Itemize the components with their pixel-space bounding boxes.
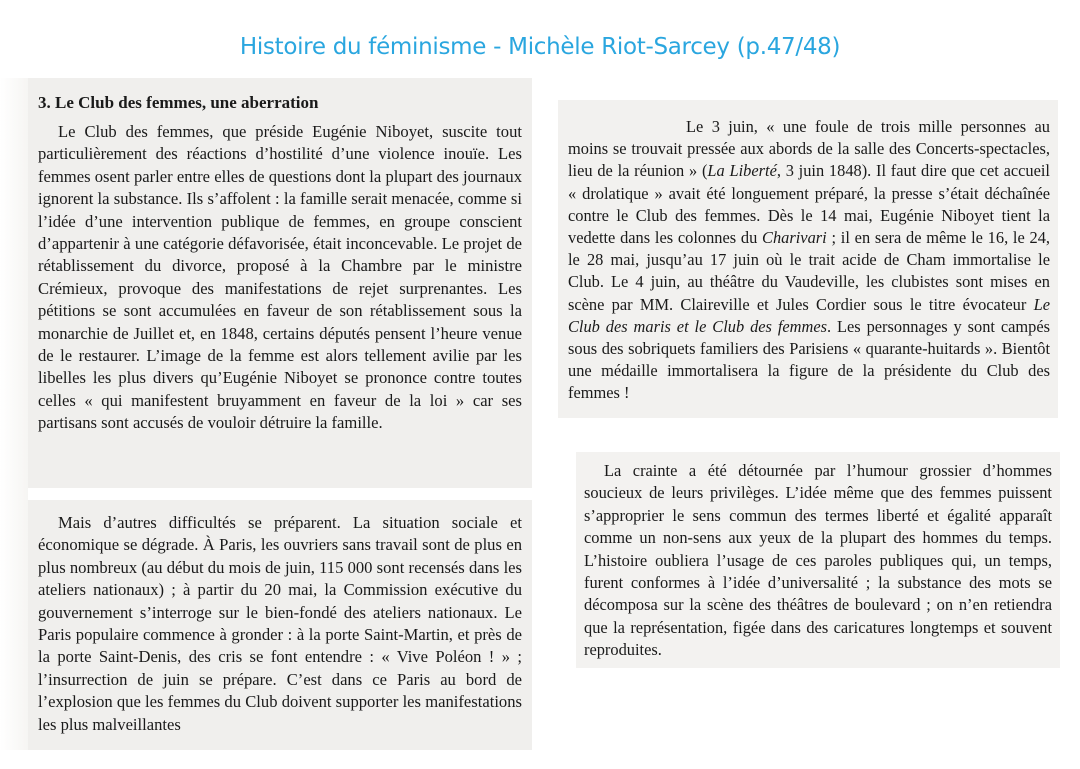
paragraph-3-part3: ; il en sera de même le 16, le 24, le 28 mai, jusqu’au 17 juin où le trait acide de Cham immortalise le Club. Le 4 juin, au théâtre du Vaudeville, les clubistes sont mises en scène par MM. Claireville et Jules Cordier sous le titre évocateur	[568, 228, 1051, 314]
page-title: Histoire du féminisme - Michèle Riot-Sarcey (p.47/48)	[239, 34, 841, 60]
scan-excerpt-left-top	[28, 78, 532, 488]
scan-excerpt-left-bottom	[28, 500, 532, 750]
citation-la-liberte: La Liberté	[707, 161, 777, 181]
scan-edge-shade	[0, 78, 28, 750]
paragraph-crainte: La crainte a été détournée par l’humour grossier d’hommes soucieux de leurs privilèges. L’idée même que des femmes puissent s’approprier le sens commun des termes liberté et égalité apparaît comme un non-sens aux yeux de la plupart des hommes du temps. L’histoire oubliera l’usage de ces paroles publiques qui, un temps, furent conformes à l’idée d’universalité ; la substance des mots se décomposa sur la scène des théâtres de boulevard ; on n’en retiendra que la représentation, figée dans des caricatures longtemps et souvent reproduites.	[584, 461, 1052, 660]
scan-excerpt-right-top	[558, 100, 1058, 418]
paragraph-club-des-femmes: Le Club des femmes, que préside Eugénie Niboyet, suscite tout particulièrement des réactions d’hostilité d’une violence inouïe. Les femmes osent parler entre elles de questions dont la plupart des journaux ignorent la substance. Ils s’affolent : la famille serait menacée, comme si l’idée d’une intervention publique de femmes, en groupe conscient d’appartenir à une catégorie défavorisée, était inconcevable. Le projet de rétablissement du divorce, proposé à la Chambre par le ministre Crémieux, provoque des manifestations de rejet surprenantes. Les pétitions se sont accumulées en faveur de son rétablissement sous la monarchie de Juillet et, en 1848, certains députés pensent l’heure venue de le restaurer. L’image de la femme est alors tellement avilie par les libelles les plus divers qu’Eugénie Niboyet se prononce contre toutes celles « qui manifestent bruyamment en faveur de la loi » car ses partisans sont accusés de vouloir détruire la famille.	[38, 122, 522, 433]
paragraph-3-juin	[568, 116, 1050, 405]
paragraph-difficultes: Mais d’autres difficultés se préparent. La situation sociale et économique se dégrade. À Paris, les ouvriers sans travail sont de plus en plus nombreux (au début du mois de juin, 115 000 sont recensés dans les ateliers nationaux) ; à partir du 20 mai, la Commission exécutive du gouvernement s’interroge sur le bien-fondé des ateliers nationaux. Le Paris populaire commence à gronder : à la porte Saint-Martin, et près de la porte Saint-Denis, des cris se font entendre : « Vive Poléon ! » ; l’insurrection de juin se prépare. C’est dans ce Paris au bord de l’explosion que les femmes du Club doivent supporter les manifestations les plus malveillantes	[38, 513, 522, 734]
paragraph-3-start: Le 3 juin, « une foule de trois mille personnes au moins se trouvait pressée aux abords de la salle des Concerts-spectacles, lieu de la réunion » (	[568, 117, 1050, 181]
section-heading: 3. Le Club des femmes, une aberration	[38, 93, 319, 112]
journal-charivari: Charivari	[762, 228, 827, 248]
scan-excerpt-right-bottom	[576, 452, 1060, 668]
paragraph-3-part4: . Les personnages y sont campés sous des sobriquets familiers des Parisiens « quarante-huitards ». Bientôt une médaille immortalisera la figure de la présidente du Club des femmes !	[568, 316, 1051, 403]
paragraph-3-part2: , 3 juin 1848). Il faut dire que cet accueil « drolatique » avait été longuement préparé, la presse s’était déchaînée contre le Club des femmes. Dès le 14 mai, Eugénie Niboyet tient la vedette dans les colonnes du	[568, 161, 1050, 248]
play-title: Le Club des maris et le Club des femmes	[568, 294, 1050, 336]
